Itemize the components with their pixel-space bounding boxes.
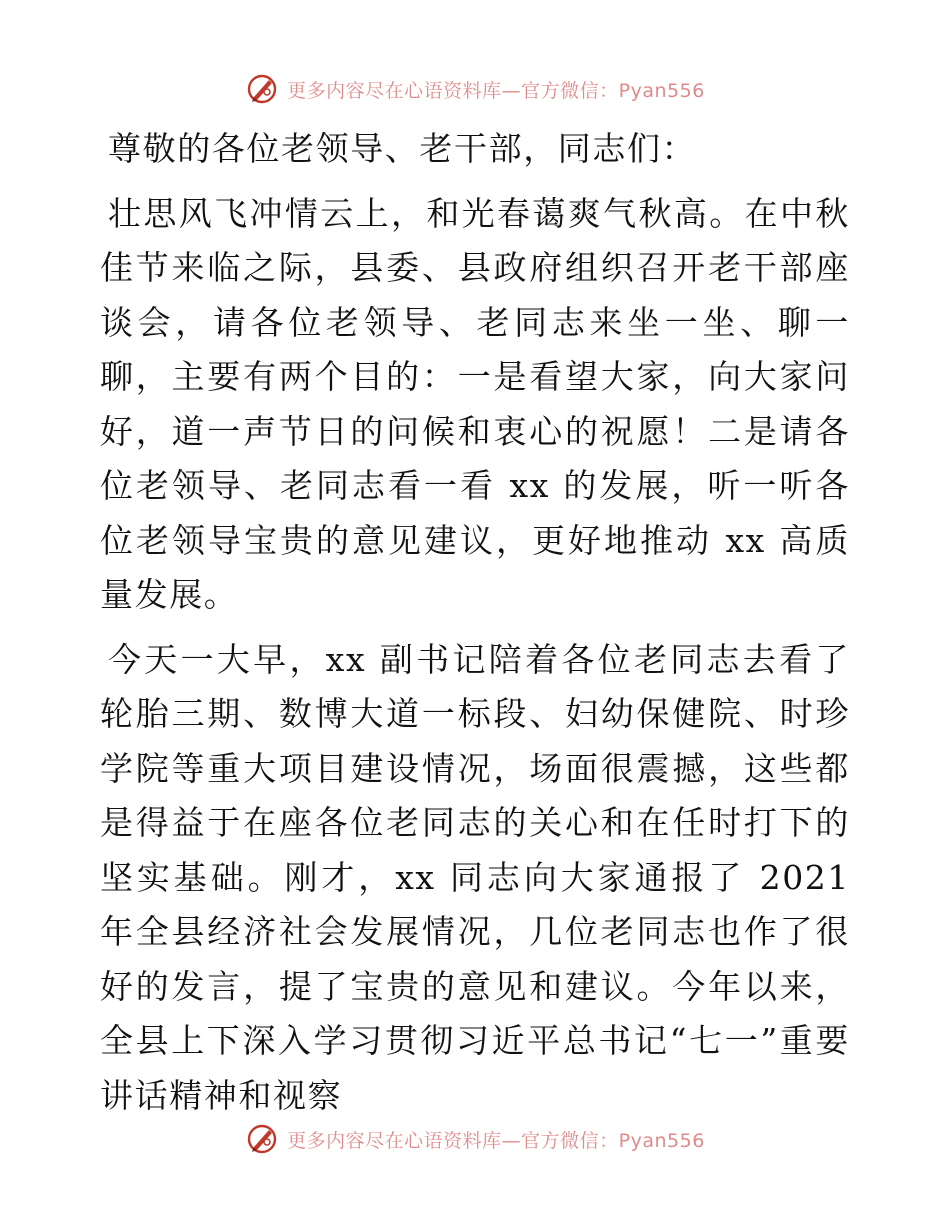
paragraph-2: 今天一大早，xx 副书记陪着各位老同志去看了轮胎三期、数博大道一标段、妇幼保健院、时珍学院等重大项目建设情况，场面很震撼，这些都是得益于在座各位老同志的关心和在任时打下的坚实基础。刚才，xx 同志向大家通报了 2021 年全县经济社会发展情况，几位老同志也作了很好的发言，提了宝贵的意见和建议。今年以来，全县上下深入学习贯彻习近平总书记“七一”重要讲话精神和视察 — [100, 639, 850, 1115]
salutation: 尊敬的各位老领导、老干部，同志们： — [108, 129, 697, 168]
paragraph-1: 壮思风飞冲情云上，和光春蔼爽气秋高。在中秋佳节来临之际，县委、县政府组织召开老干部座谈会，请各位老领导、老同志来坐一坐、聊一聊，主要有两个目的：一是看望大家，向大家问好，道一声节日的问候和衷心的祝愿！二是请各位老领导、老同志看一看 xx 的发展，听一听各位老领导宝贵的意见建议，更好地推动 xx 高质量发展。 — [100, 193, 850, 614]
watermark-text: 更多内容尽在心语资料库—官方微信：Pyan556 — [287, 79, 705, 102]
footer-watermark — [0, 1122, 950, 1156]
header-watermark — [0, 72, 950, 106]
watermark-text: 更多内容尽在心语资料库—官方微信：Pyan556 — [287, 1129, 705, 1152]
pen-logo-icon — [245, 1122, 279, 1156]
document-body — [100, 122, 850, 1123]
pen-logo-icon — [245, 72, 279, 106]
